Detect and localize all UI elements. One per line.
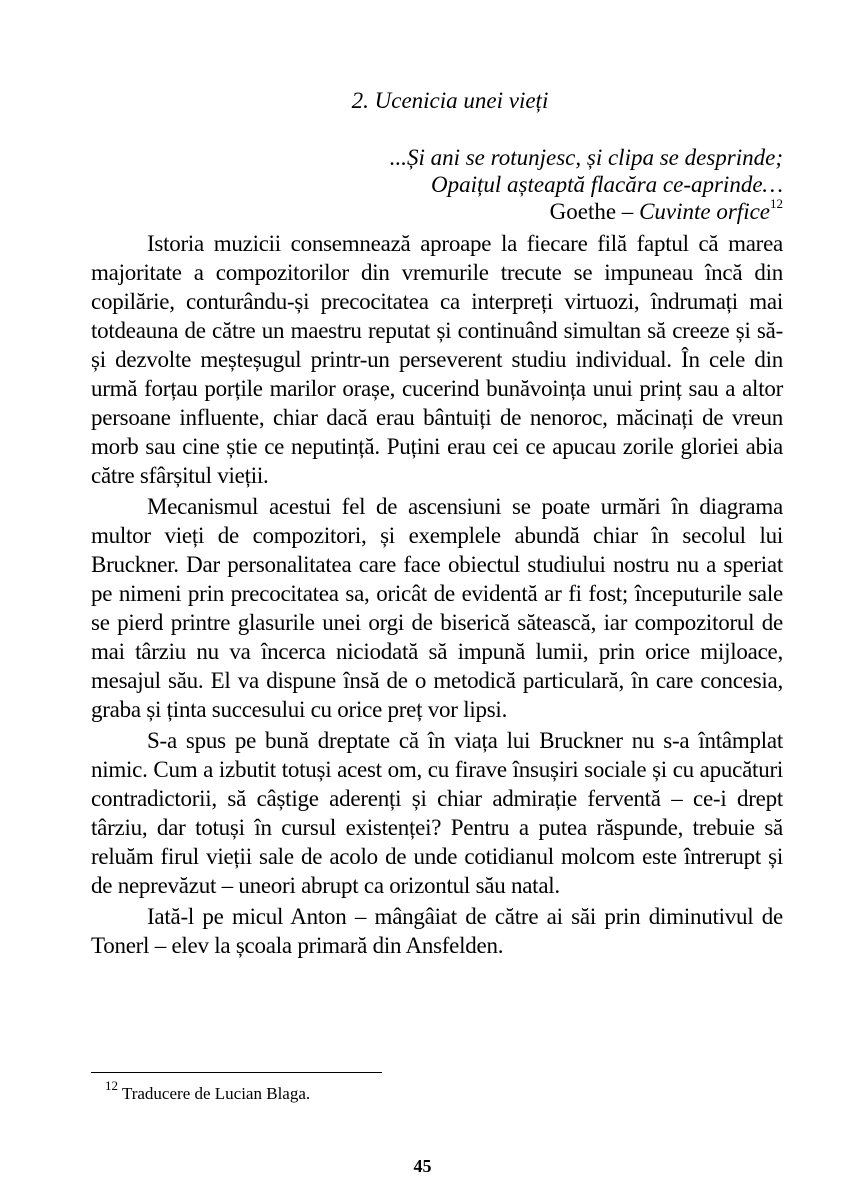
paragraph: Iată-l pe micul Anton – mângâiat de către ai săi prin diminutivul de Tonerl – elev la școala primară din Ansfelden. [91,904,783,958]
epigraph-line: ...Și ani se rotunjesc, și clipa se desprinde; [389,145,783,170]
epigraph-work-title: Cuvinte orfice [639,199,770,224]
footnote-number: 12 [105,1078,118,1094]
paragraph: Mecanismul acestui fel de ascensiuni se poate urmări în diagrama multor vieți de compozitori, și exemplele abundă chiar în secolul lui Bruckner. Dar personalitatea care face obiectul studiului nostru nu a speriat pe nimeni prin precocitatea sa, oricât de evidentă ar fi fost; începuturile sale se pierd printre glasurile unei orgi de biserică sătească, iar compozitorul de mai târziu nu va încerca niciodată să impună lumii, prin orice mijloace, mesajul său. El va dispune însă de o metodică particulară, în care concesia, graba și ținta succesului cu orice preț vor lipsi. [91,494,783,722]
epigraph-line: Opaițul așteaptă flacăra ce-aprinde… [431,172,783,197]
body-text [91,229,783,962]
epigraph-author: Goethe – [549,199,640,224]
footnote-text: Traducere de Lucian Blaga. [118,1084,311,1103]
paragraph: S-a spus pe bună dreptate că în viața lui Bruckner nu s-a întâmplat nimic. Cum a izbutit totuși acest om, cu firave însușiri sociale și cu apucături contradictorii, să câștige aderenți și chiar admirație ferventă – ce-i drept târziu, dar totuși în cursul existenței? Pentru a putea răspunde, trebuie să reluăm firul vieții sale de acolo de unde cotidianul molcom este întrerupt și de neprevăzut – uneori abrupt ca orizontul său natal. [91,728,783,898]
footnote [105,1078,311,1106]
page-number: 45 [413,1156,432,1176]
paragraph: Istoria muzicii consemnează aproape la fiecare filă faptul că marea majoritate a compozitorilor din vremurile trecute se impuneau încă din copilărie, conturându-și precocitatea ca interpreți virtuozi, îndrumați mai totdeauna de către un maestru reputat și continuând simultan să creeze și să-și dezvolte meșteșugul printr-un perseverent studiu individual. În cele din urmă forțau porțile marilor orașe, cucerind bunăvoința unui prinț sau a altor persoane influente, chiar dacă erau bântuiți de nenoroc, măcinați de vreun morb sau cine știe ce neputință. Puțini erau cei ce apucau zorile gloriei abia către sfârșitul vieții. [91,231,783,488]
epigraph [390,144,783,225]
epigraph-attribution [390,198,783,225]
footnote-reference[interactable]: 12 [770,196,783,212]
footnote-separator [91,1072,382,1073]
chapter-title: 2. Ucenicia unei vieți [351,88,549,113]
